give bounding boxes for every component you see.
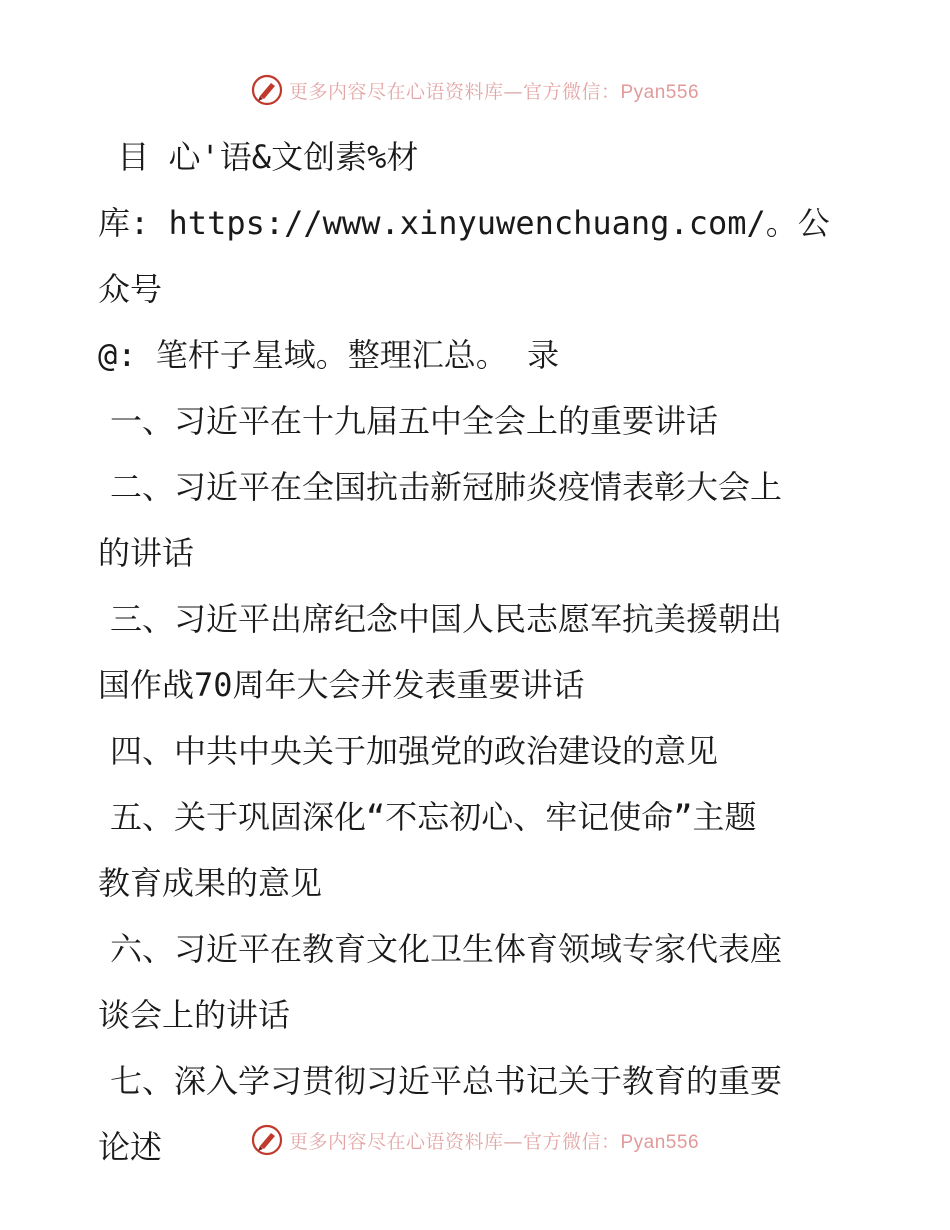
toc-item-line: 六、习近平在教育文化卫生体育领域专家代表座 — [110, 930, 783, 968]
toc-item — [98, 718, 838, 784]
toc-item-continuation: 论述 — [98, 1128, 163, 1166]
toc-item-continuation: 国作战70周年大会并发表重要讲话 — [98, 666, 585, 704]
header-line-1: 目 心'语&文创素%材 — [98, 138, 419, 176]
pen-logo-icon — [251, 74, 283, 106]
table-of-contents — [98, 388, 838, 1180]
toc-item-line: 二、习近平在全国抗击新冠肺炎疫情表彰大会上 — [110, 468, 783, 506]
watermark-dash: — — [503, 1130, 523, 1153]
toc-item-line: 五、关于巩固深化“不忘初心、牢记使命”主题 — [110, 798, 757, 836]
watermark-text — [289, 77, 699, 104]
watermark-label: 官方微信： — [522, 1130, 621, 1153]
header-line-3: @: 笔杆子星域。整理汇总。 录 — [98, 336, 560, 374]
pen-logo-icon — [251, 1124, 283, 1156]
watermark-wechat: Pyan556 — [620, 81, 700, 103]
toc-item — [98, 388, 838, 454]
document-body — [98, 124, 838, 1180]
toc-item — [98, 784, 838, 916]
toc-item-line: 四、中共中央关于加强党的政治建设的意见 — [110, 732, 719, 770]
bottom-watermark-banner — [0, 1120, 950, 1160]
top-watermark-banner — [0, 70, 950, 110]
toc-item — [98, 586, 838, 718]
toc-item — [98, 454, 838, 586]
toc-item-line: 三、习近平出席纪念中国人民志愿军抗美援朝出 — [110, 600, 783, 638]
watermark-main: 更多内容尽在心语资料库 — [288, 80, 504, 103]
watermark-dash: — — [503, 80, 523, 103]
toc-item-line: 一、习近平在十九届五中全会上的重要讲话 — [110, 402, 719, 440]
watermark-wechat: Pyan556 — [620, 1131, 700, 1153]
toc-item-continuation: 谈会上的讲话 — [98, 996, 291, 1034]
watermark-text — [289, 1127, 699, 1154]
watermark-label: 官方微信： — [522, 80, 621, 103]
watermark-main: 更多内容尽在心语资料库 — [288, 1130, 504, 1153]
toc-item — [98, 1048, 838, 1180]
toc-item-continuation: 教育成果的意见 — [98, 864, 323, 902]
toc-item — [98, 916, 838, 1048]
header-line-2: 库: https://www.xinyuwenchuang.com/。公众号 — [98, 204, 830, 308]
toc-item-continuation: 的讲话 — [98, 534, 195, 572]
toc-item-line: 七、深入学习贯彻习近平总书记关于教育的重要 — [110, 1062, 783, 1100]
